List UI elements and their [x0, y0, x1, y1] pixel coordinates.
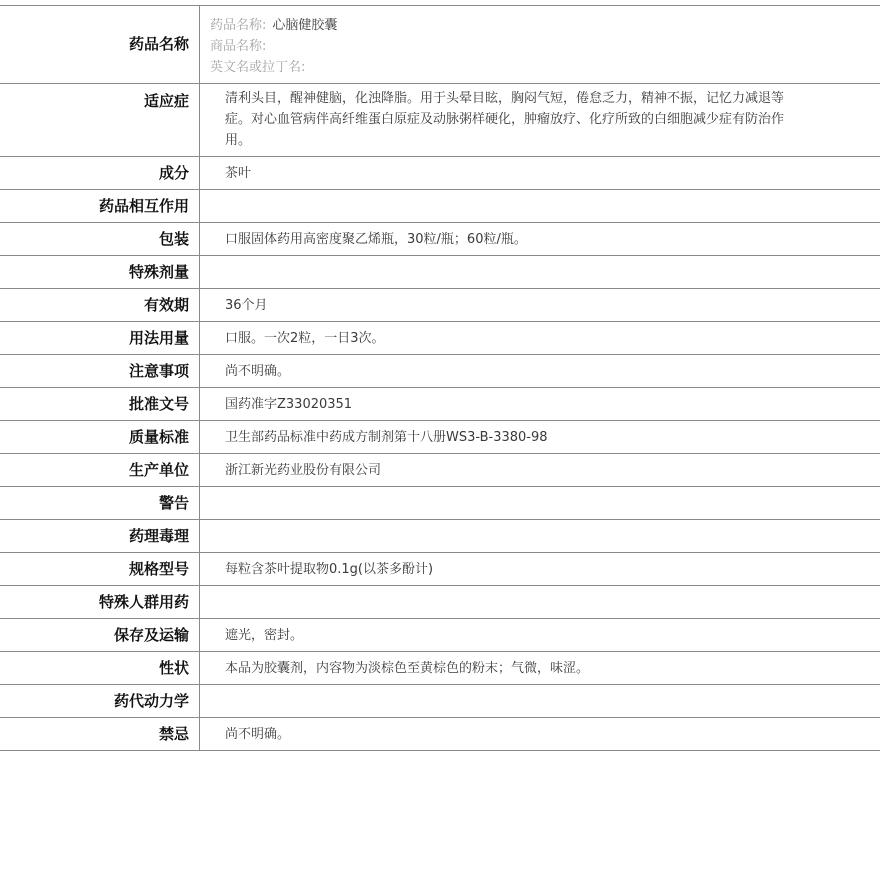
row-label: 保存及运输	[0, 619, 200, 651]
row-value	[200, 256, 880, 288]
row-value: 国药准字Z33020351	[225, 397, 353, 412]
row-label: 质量标准	[0, 421, 200, 453]
generic-name-value: 心脑健胶囊	[272, 18, 338, 33]
row-value: 口服固体药用高密度聚乙烯瓶，30粒/瓶；60粒/瓶。	[225, 232, 527, 247]
row-label: 批准文号	[0, 388, 200, 420]
row-label: 药品相互作用	[0, 190, 200, 222]
table-row-pharmacokinetics	[0, 685, 880, 718]
row-label: 特殊剂量	[0, 256, 200, 288]
table-row-special-dosage	[0, 256, 880, 289]
row-value: 茶叶	[225, 166, 252, 181]
row-label: 药理毒理	[0, 520, 200, 552]
row-value: 清利头目，醒神健脑，化浊降脂。用于头晕目眩，胸闷气短，倦怠乏力，精神不振，记忆力减退等症。对心血管病伴高纤维蛋白原症及动脉粥样硬化，肿瘤放疗、化疗所致的白细胞减少症有防治作用。	[225, 91, 785, 148]
row-label: 性状	[0, 652, 200, 684]
row-label: 适应症	[0, 84, 200, 156]
row-label: 禁忌	[0, 718, 200, 750]
table-row-dosage	[0, 322, 880, 355]
trade-name-line	[210, 36, 790, 57]
english-name-key: 英文名或拉丁名:	[210, 60, 306, 75]
table-row-storage	[0, 619, 880, 652]
row-value	[200, 487, 880, 519]
table-row-contraindications	[0, 718, 880, 751]
drug-names-cell	[200, 6, 880, 83]
row-label: 成分	[0, 157, 200, 189]
row-label: 特殊人群用药	[0, 586, 200, 618]
row-value	[200, 685, 880, 717]
row-value: 卫生部药品标准中药成方制剂第十八册WS3-B-3380-98	[225, 430, 548, 445]
row-value: 尚不明确。	[225, 364, 291, 379]
row-label: 用法用量	[0, 322, 200, 354]
row-label: 警告	[0, 487, 200, 519]
english-name-line	[210, 57, 790, 78]
row-value	[200, 520, 880, 552]
table-row-warning	[0, 487, 880, 520]
table-row-interactions	[0, 190, 880, 223]
table-row-specification	[0, 553, 880, 586]
table-row-manufacturer	[0, 454, 880, 487]
table-row-description	[0, 652, 880, 685]
row-value: 尚不明确。	[225, 727, 291, 742]
table-row-precautions	[0, 355, 880, 388]
table-row-pharmacology	[0, 520, 880, 553]
row-value: 每粒含茶叶提取物0.1g(以茶多酚计)	[225, 562, 434, 577]
row-value: 36个月	[225, 298, 268, 313]
row-value: 浙江新光药业股份有限公司	[225, 463, 382, 478]
row-label: 有效期	[0, 289, 200, 321]
table-row-drug-name	[0, 6, 880, 84]
table-row-indications	[0, 84, 880, 157]
row-value: 遮光，密封。	[225, 628, 304, 643]
generic-name-key: 药品名称:	[210, 18, 267, 33]
table-row-quality-standard	[0, 421, 880, 454]
trade-name-key: 商品名称:	[210, 39, 267, 54]
table-row-shelf-life	[0, 289, 880, 322]
row-label: 生产单位	[0, 454, 200, 486]
table-row-ingredients	[0, 157, 880, 190]
row-value	[200, 190, 880, 222]
row-label: 药品名称	[0, 6, 200, 83]
drug-info-table	[0, 5, 880, 751]
table-row-approval-number	[0, 388, 880, 421]
row-label: 注意事项	[0, 355, 200, 387]
row-label: 包装	[0, 223, 200, 255]
table-row-packaging	[0, 223, 880, 256]
row-label: 规格型号	[0, 553, 200, 585]
table-row-special-populations	[0, 586, 880, 619]
generic-name-line	[210, 15, 790, 36]
row-value: 口服。一次2粒，一日3次。	[225, 331, 385, 346]
row-label: 药代动力学	[0, 685, 200, 717]
row-value: 本品为胶囊剂，内容物为淡棕色至黄棕色的粉末；气微，味涩。	[225, 661, 590, 676]
row-value	[200, 586, 880, 618]
